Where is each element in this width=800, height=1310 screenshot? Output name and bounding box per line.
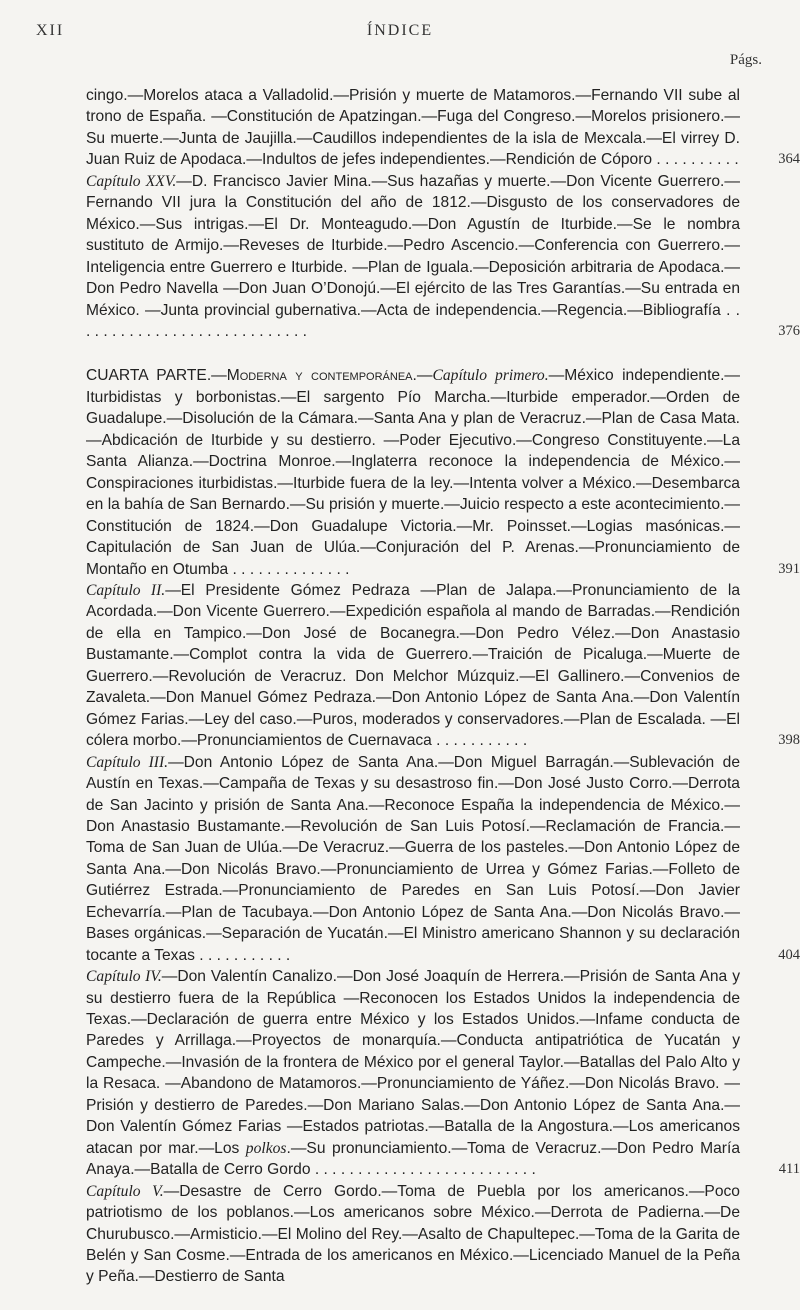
toc-entry xyxy=(86,752,800,967)
pages-column-label: Págs. xyxy=(729,52,762,68)
toc-entry xyxy=(86,1181,746,1288)
chapter-label: polkos xyxy=(245,1139,287,1157)
entry-text-run: .— xyxy=(412,367,433,385)
chapter-label: Capítulo II. xyxy=(86,581,166,599)
toc-page-number: 376 xyxy=(778,322,800,339)
toc-entry-text xyxy=(86,752,746,967)
toc-entry-text xyxy=(86,171,746,343)
entry-text-run: —Desastre de Cerro Gordo.—Toma de Puebla por los americanos.—Poco patriotismo de los poblanos.—Los americanos sobre México.—Derrota de Padierna.—De Churubusco.—Armisticio.—El Molino del Rey.—Asalto de Chapultepec.—Toma de la Garita de Belén y San Cosme.—Entrada de los americanos en México.—Licenciado Manuel de la Peña y Peña.—Destierro de Santa xyxy=(86,1182,740,1286)
entry-text-run: —El Presidente Gómez Pedraza —Plan de Jalapa.—Pronunciamiento de la Acordada.—Don Vicente Guerrero.—Expedición española al mando de Barradas.—Rendición de ella en Tampico.—Don José de Bocanegra.—Don Pedro Vélez.—Don Anastasio Bustamante.—Complot contra la vida de Guerrero.—Traición de Picaluga.—Muerte de Guerrero.—Revolución de Veracruz. Don Melchor Múzquiz.—El Gallinero.—Convenios de Zavaleta.—Don Manuel Gómez Pedraza.—Don Antonio López de Santa Ana.—Don Valentín Gómez Farias.—Ley del caso.—Puros, moderados y conservadores.—Plan de Escalada. —El cólera morbo.—Pronunciamientos de Cuernavaca . . . . . . . . . . . xyxy=(86,581,740,750)
toc-page-number: 404 xyxy=(778,946,800,963)
table-of-contents xyxy=(86,85,800,1288)
chapter-label: Capítulo III. xyxy=(86,753,169,771)
page-number: XII xyxy=(36,22,65,39)
entry-text-run: —D. Francisco Javier Mina.—Sus hazañas y muerte.—Don Vicente Guerrero.—Fernando VII jura la Constitución del año de 1812.—Disgusto de los conservadores de México.—Sus intrigas.—El Dr. Monteagudo.—Don Agustín de Iturbide.—Se le nombra sustituto de Armijo.—Reveses de Iturbide.—Pedro Ascencio.—Conferencia con Guerrero.—Inteligencia entre Guerrero e Iturbide. —Plan de Iguala.—Deposición arbitraria de Apodaca.—Don Pedro Navella —Don Juan O’Donojú.—El ejército de las Tres Garantías.—Su entrada en México. —Junta provincial gubernativa.—Acta de independencia.—Regencia.—Bibliografía . . . . . . . . . . . . . . . . . . . . . . . . . . . . xyxy=(86,172,740,340)
entry-text-run: —Don Valentín Canalizo.—Don José Joaquín de Herrera.—Prisión de Santa Ana y su destierro fuera de la República —Reconocen los Estados Unidos la independencia de Texas.—Declaración de guerra entre México y los Estados Unidos.—Infame conducta de Paredes y Arrillaga.—Proyectos de monarquía.—Conducta antipatriótica de Yucatán y Campeche.—Invasión de la frontera de México por el general Taylor.—Batallas del Palo Alto y la Resaca. —Abandono de Matamoros.—Pronunciamiento de Yáñez.—Don Nicolás Bravo. —Prisión y destierro de Paredes.—Don Mariano Salas.—Don Antonio López de Santa Ana.—Don Valentín Gómez Farias —Estados patriotas.—Batalla de la Angostura.—Los americanos atacan por mar.—Los xyxy=(86,968,740,1157)
section-label: Moderna y contemporánea xyxy=(226,367,413,385)
toc-entry-text xyxy=(86,966,746,1181)
chapter-label: Capítulo XXV. xyxy=(86,172,177,190)
entry-text-run: cingo.—Morelos ataca a Valladolid.—Prisión y muerte de Matamoros.—Fernando VII sube al trono de España. —Constitución de Apatzingan.—Fuga del Congreso.—Morelos prisionero.—Su muerte.—Junta de Jaujilla.—Caudillos independientes de la isla de Mexcala.—El virrey D. Juan Ruiz de Apodaca.—Indultos de jefes independientes.—Rendición de Cóporo . . . . . . . . . . xyxy=(86,87,740,169)
toc-entry-text xyxy=(86,1181,746,1288)
toc-entry xyxy=(86,85,800,171)
chapter-label: Capítulo primero. xyxy=(432,367,549,385)
toc-page-number: 411 xyxy=(778,1161,800,1178)
entry-text-run: —Don Antonio López de Santa Ana.—Don Miguel Barragán.—Sublevación de Austín en Texas.—Campaña de Texas y su desastroso fin.—Don José Justo Corro.—Derrota de San Jacinto y prisión de Santa Ana.—Reconoce España la independencia de México.—Don Anastasio Bustamante.—Revolución de San Luis Potosí.—Reclamación de Francia.—Toma de San Juan de Ulúa.—De Veracruz.—Guerra de los pasteles.—Don Antonio López de Santa Ana.—Don Nicolás Bravo.—Pronunciamiento de Urrea y Gómez Farias.—Folleto de Gutiérrez Estrada.—Pronunciamiento de Paredes en San Luis Potosí.—Don Javier Echevarría.—Plan de Tacubaya.—Don Antonio López de Santa Ana.—Don Nicolás Bravo.—Bases orgánicas.—Separación de Yucatán.—El Ministro americano Shannon y su declaración tocante a Texas . . . . . . . . . . . xyxy=(86,753,741,964)
toc-entry xyxy=(86,171,800,343)
entry-text-run: .—Su pronunciamiento.—Toma de Veracruz.—Don Pedro María Anaya.—Batalla de Cerro Gordo . . . . . . . . . . . . . . . . . . . . . . . . . . xyxy=(86,1139,740,1179)
toc-entry xyxy=(86,580,800,752)
chapter-label: Capítulo V. xyxy=(86,1182,164,1200)
toc-page-number: 391 xyxy=(778,560,800,577)
toc-page-number: 364 xyxy=(778,151,800,168)
running-title: ÍNDICE xyxy=(366,22,434,39)
toc-entry xyxy=(86,966,800,1181)
entry-text-run: —México independiente.—Iturbidistas y borbonistas.—El sargento Pío Marcha.—Iturbide emperador.—Orden de Guadalupe.—Disolución de la Cámara.—Santa Ana y plan de Veracruz.—Plan de Casa Mata.—Abdicación de Iturbide y su destierro. —Poder Ejecutivo.—Congreso Constituyente.—La Santa Alianza.—Doctrina Monroe.—Inglaterra reconoce la independencia de México.—Conspiraciones iturbidistas.—Iturbide fuera de la ley.—Intenta volver a México.—Desembarca en la bahía de San Bernardo.—Su prisión y muerte.—Juicio respecto a este acontecimiento.—Constitución de 1824.—Don Guadalupe Victoria.—Mr. Poinsset.—Logias masónicas.—Capitulación de San Juan de Ulúa.—Conjuración del P. Arenas.—Pronunciamiento de Montaño en Otumba . . . . . . . . . . . . . . xyxy=(86,367,740,578)
toc-entry xyxy=(86,365,800,580)
toc-entry-text xyxy=(86,580,746,752)
toc-page-number: 398 xyxy=(778,732,800,749)
toc-entry-text xyxy=(86,365,746,580)
chapter-label: Capítulo IV. xyxy=(86,968,162,986)
toc-entry-text xyxy=(86,85,746,171)
entry-text-run: CUARTA PARTE.— xyxy=(86,367,227,385)
